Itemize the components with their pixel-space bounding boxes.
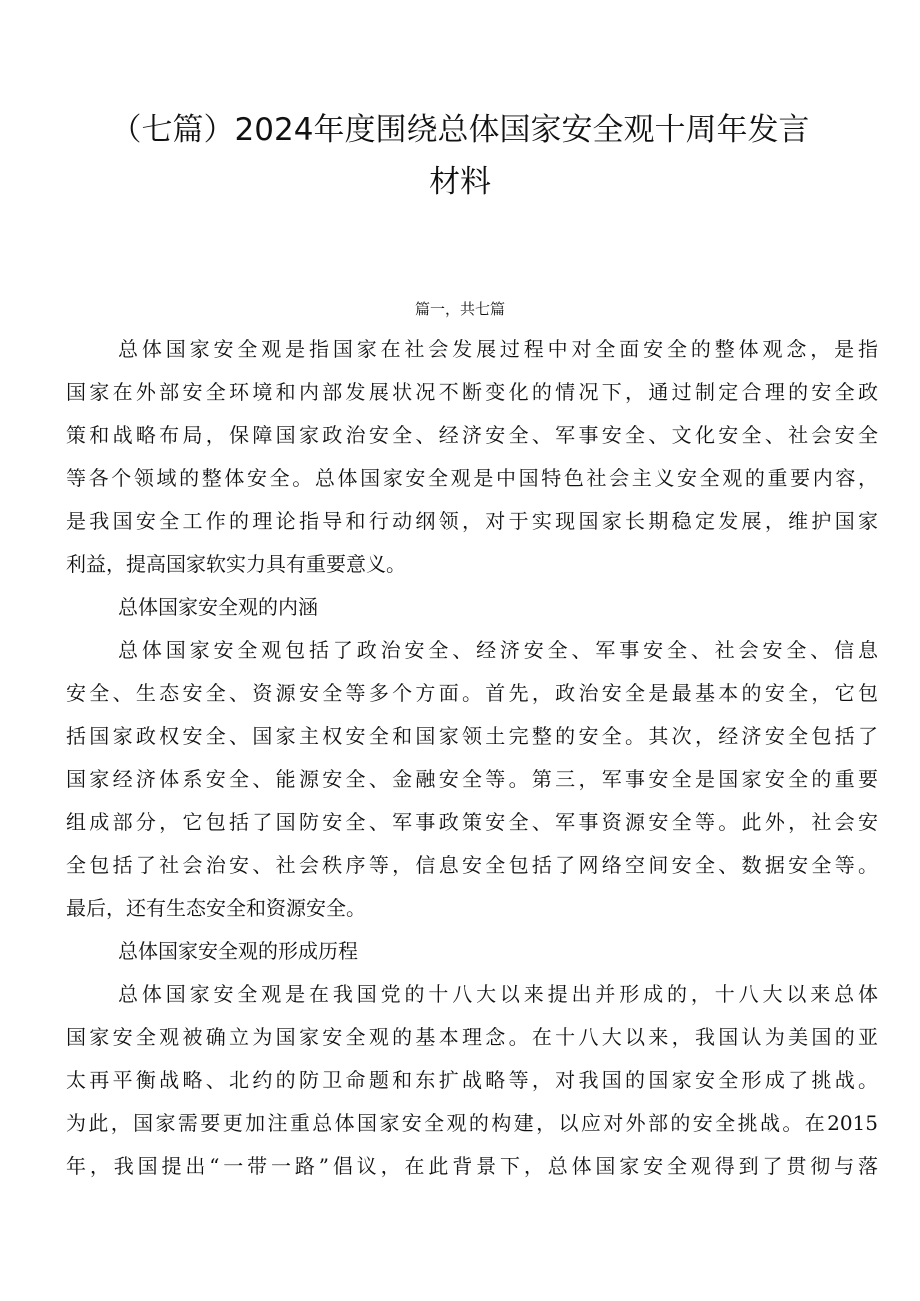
paragraph-line: 年，我国提出“一带一路”倡议，在此背景下，总体国家安全观得到了贯彻与落 xyxy=(66,1154,878,1178)
paragraph-line: 最后，还有生态安全和资源安全。 xyxy=(66,896,366,920)
document-title-line-1: （七篇）2024年度围绕总体国家安全观十周年发言 xyxy=(110,112,810,148)
document-title-line-2: 材料 xyxy=(429,164,491,200)
paragraph-line: 利益，提高国家软实力具有重要意义。 xyxy=(66,552,406,576)
paragraph-line: 为此，国家需要更加注重总体国家安全观的构建，以应对外部的安全挑战。在2015 xyxy=(66,1111,878,1135)
subsection-heading: 总体国家安全观的形成历程 xyxy=(118,939,358,963)
paragraph-line: 全包括了社会治安、社会秩序等，信息安全包括了网络空间安全、数据安全等。 xyxy=(66,853,878,877)
paragraph-line: 太再平衡战略、北约的防卫命题和东扩战略等，对我国的国家安全形成了挑战。 xyxy=(66,1068,878,1092)
paragraph-line: 策和战略布局，保障国家政治安全、经济安全、军事安全、文化安全、社会安全 xyxy=(66,423,878,447)
paragraph-line: 总体国家安全观是指国家在社会发展过程中对全面安全的整体观念，是指 xyxy=(118,337,878,361)
paragraph-line: 安全、生态安全、资源安全等多个方面。首先，政治安全是最基本的安全，它包 xyxy=(66,681,878,705)
paragraph-line: 括国家政权安全、国家主权安全和国家领土完整的安全。其次，经济安全包括了 xyxy=(66,724,878,748)
paragraph-line: 总体国家安全观包括了政治安全、经济安全、军事安全、社会安全、信息 xyxy=(118,638,878,662)
paragraph-line: 国家经济体系安全、能源安全、金融安全等。第三，军事安全是国家安全的重要 xyxy=(66,767,878,791)
paragraph-line: 总体国家安全观是在我国党的十八大以来提出并形成的，十八大以来总体 xyxy=(118,982,878,1006)
section-heading: 篇一，共七篇 xyxy=(414,300,505,318)
paragraph-line: 是我国安全工作的理论指导和行动纲领，对于实现国家长期稳定发展，维护国家 xyxy=(66,509,878,533)
paragraph-line: 等各个领域的整体安全。总体国家安全观是中国特色社会主义安全观的重要内容， xyxy=(66,466,878,490)
paragraph-line: 组成部分，它包括了国防安全、军事政策安全、军事资源安全等。此外，社会安 xyxy=(66,810,878,834)
paragraph-line: 国家安全观被确立为国家安全观的基本理念。在十八大以来，我国认为美国的亚 xyxy=(66,1025,878,1049)
paragraph-line: 国家在外部安全环境和内部发展状况不断变化的情况下，通过制定合理的安全政 xyxy=(66,380,878,404)
subsection-heading: 总体国家安全观的内涵 xyxy=(118,595,318,619)
